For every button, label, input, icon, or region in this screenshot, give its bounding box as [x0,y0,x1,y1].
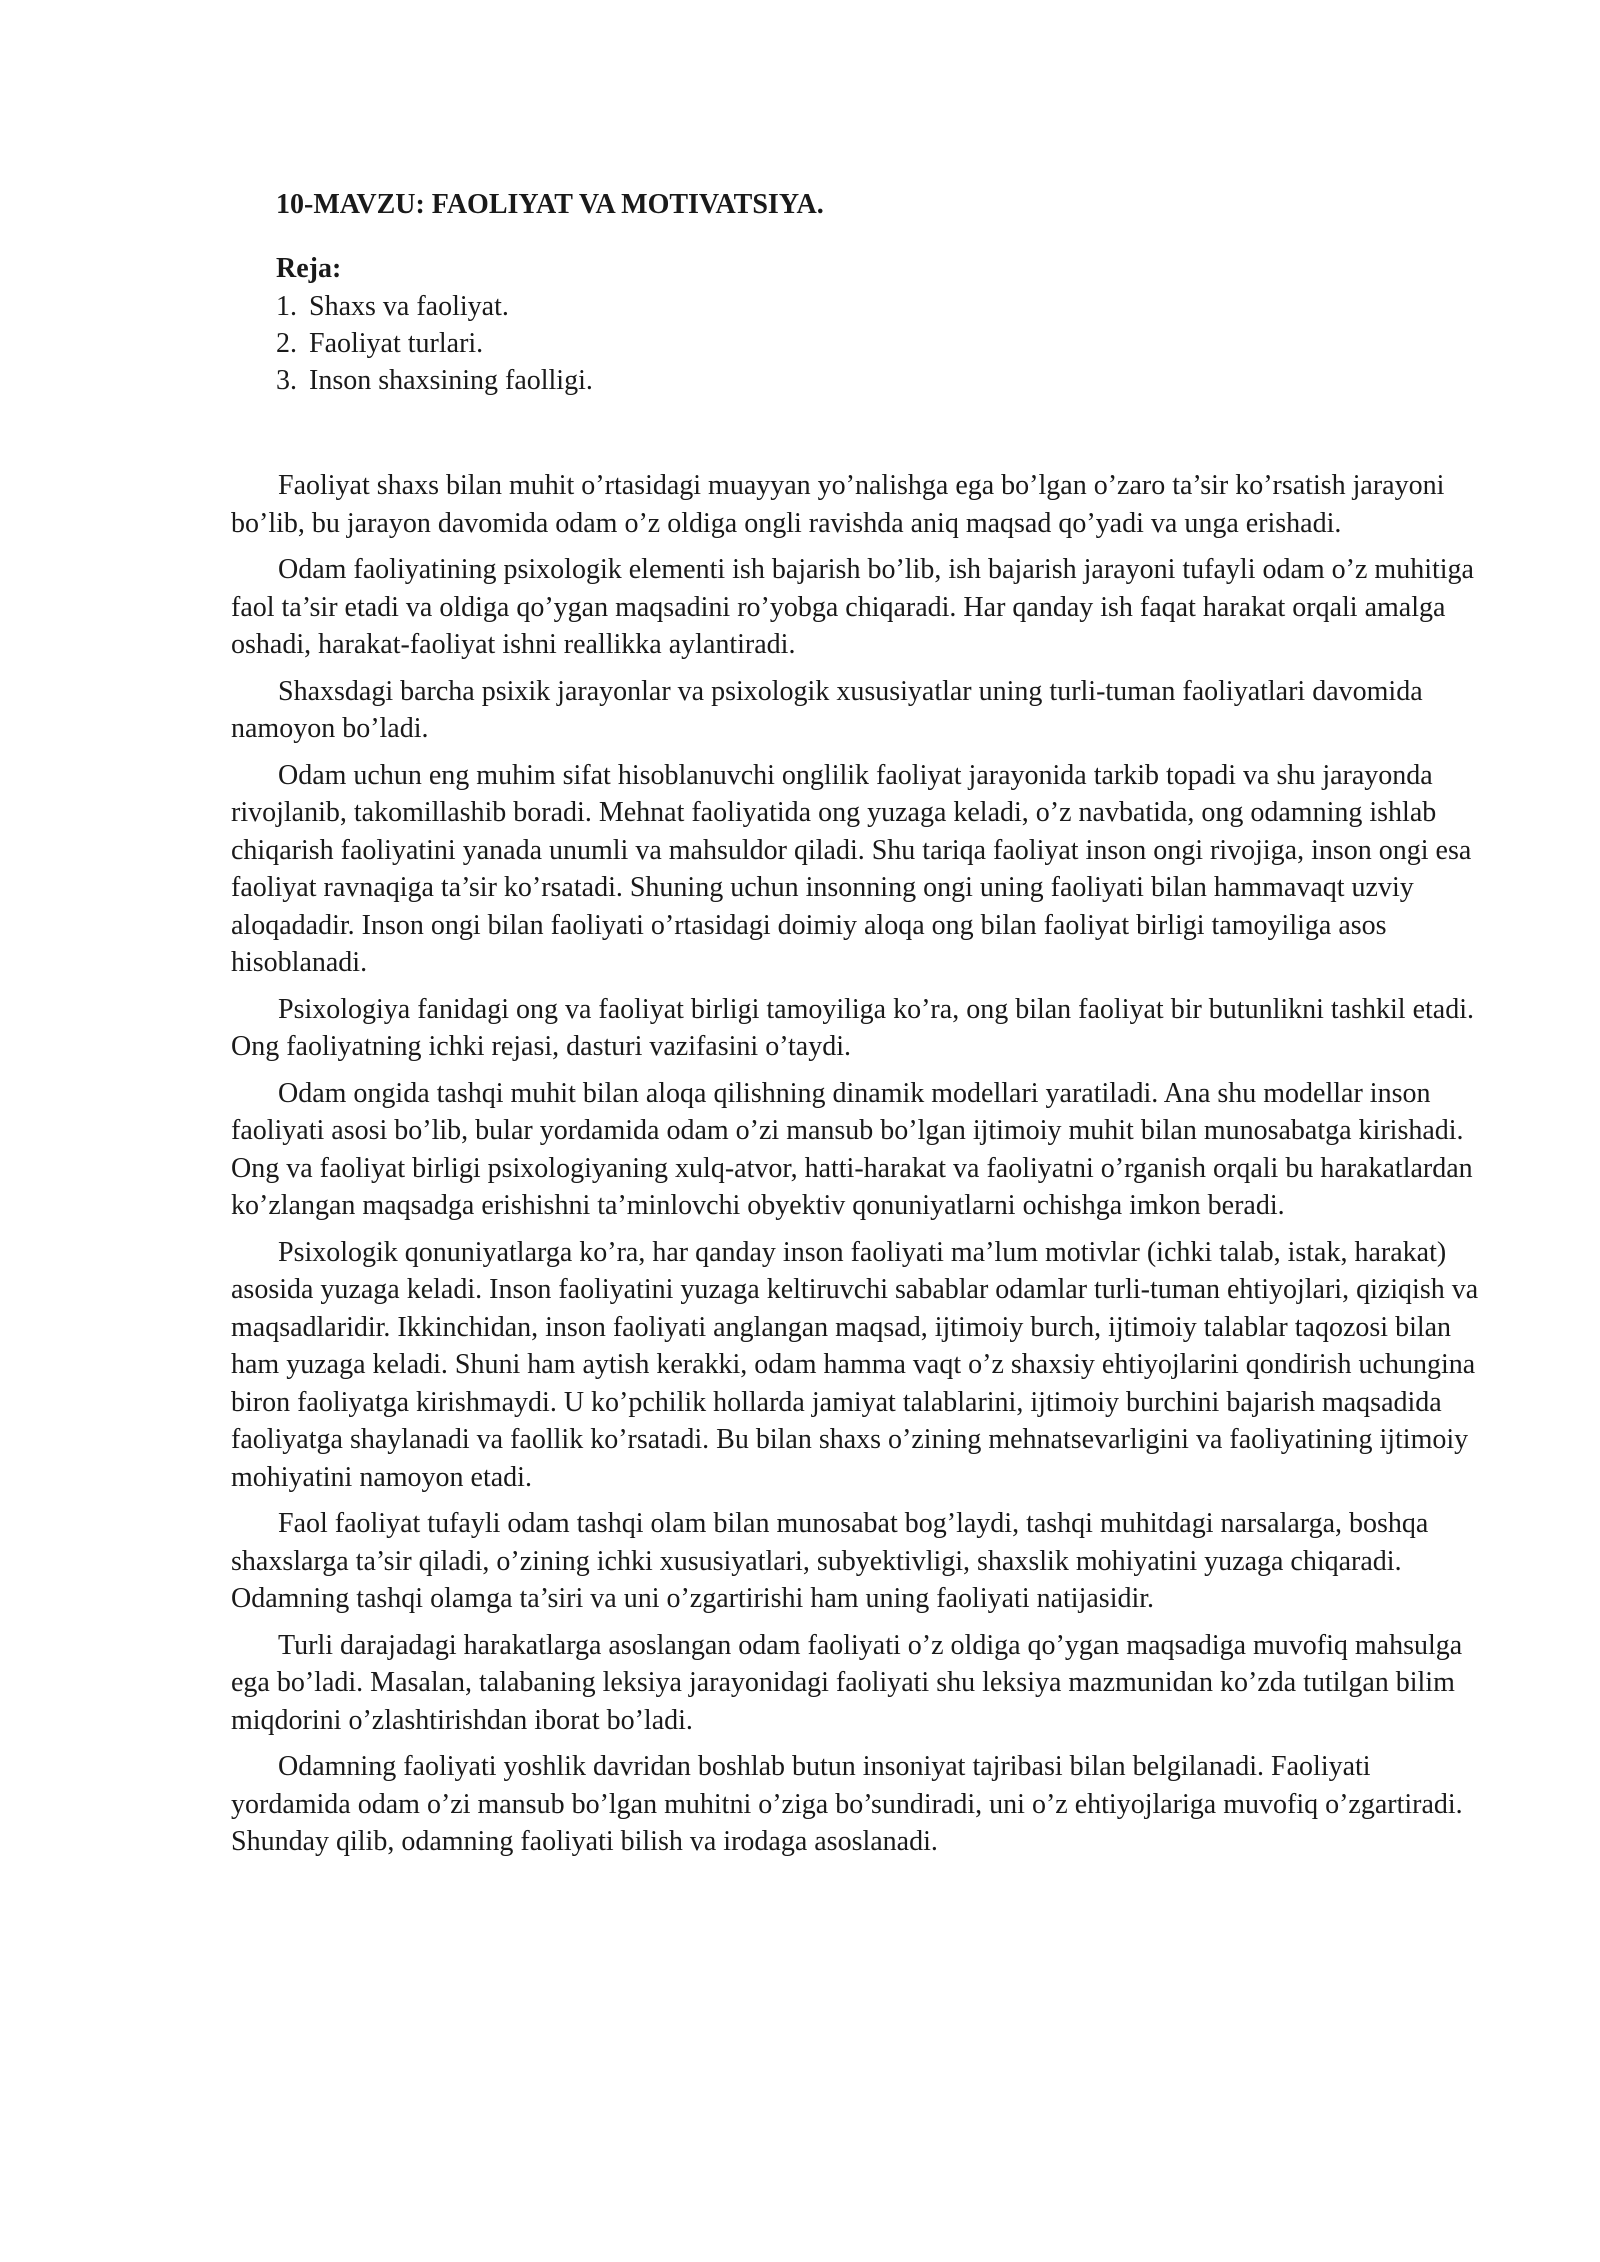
plan-item-number: 3. [276,365,297,396]
paragraph: Shaxsdagi barcha psixik jarayonlar va psixologik xususiyatlar uning turli-tuman faoliyatlari davomida namoyon bo’ladi. [231,675,1423,744]
plan-item-text: Faoliyat turlari. [309,328,484,359]
paragraph: Psixologik qonuniyatlarga ko’ra, har qanday inson faoliyati ma’lum motivlar (ichki talab, istak, harakat) asosida yuzaga keladi. Inson faoliyatini yuzaga keltiruvchi sabablar odamlar turli-tuman ehtiyojlari, qiziqish va maqsadlaridir. Ikkinchidan, inson faoliyati anglangan maqsad, ijtimoiy burch, ijtimoiy talablar taqozosi bilan ham yuzaga keladi. Shuni ham aytish kerakki, odam hamma vaqt o’z shaxsiy ehtiyojlarini qondirish uchungina biron faoliyatga kirishmaydi. U ko’pchilik hollarda jamiyat talablarini, ijtimoiy burchini bajarish maqsadida faoliyatga shaylanadi va faollik ko’rsatadi. Bu bilan shaxs o’zining mehnatsevarligini va faoliyatining ijtimoiy mohiyatini namoyon etadi. [231,1236,1479,1493]
document-page [231,186,1493,1870]
paragraph: Odam uchun eng muhim sifat hisoblanuvchi onglilik faoliyat jarayonida tarkib topadi va shu jarayonda rivojlanib, takomillashib boradi. Mehnat faoliyatida ong yuzaga keladi, o’z navbatida, ong odamning ishlab chiqarish faoliyatini yanada unumli va mahsuldor qiladi. Shu tariqa faoliyat inson ongi rivojiga, inson ongi esa faoliyat ravnaqiga ta’sir ko’rsatadi. Shuning uchun insonning ongi uning faoliyati bilan hammavaqt uzviy aloqadadir. Inson ongi bilan faoliyati o’rtasidagi doimiy aloqa ong bilan faoliyat birligi tamoyiliga asos hisoblanadi. [231,759,1472,978]
plan-section [276,250,1493,399]
plan-heading: Reja: [276,253,342,284]
paragraph: Odam ongida tashqi muhit bilan aloqa qilishning dinamik modellari yaratiladi. Ana shu modellar inson faoliyati asosi bo’lib, bular yordamida odam o’zi mansub bo’lgan ijtimoiy muhit bilan munosabatga kirishadi. Ong va faoliyat birligi psixologiyaning xulq-atvor, hatti-harakat va faoliyatni o’rganish orqali bu harakatlardan ko’zlangan maqsadga erishishni ta’minlovchi obyektiv qonuniyatlarni ochishga imkon beradi. [231,1077,1473,1221]
paragraph: Turli darajadagi harakatlarga asoslangan odam faoliyati o’z oldiga qo’ygan maqsadiga muvofiq mahsulga ega bo’ladi. Masalan, talabaning leksiya jarayonidagi faoliyati shu leksiya mazmunidan ko’zda tutilgan bilim miqdorini o’zlashtirishdan iborat bo’ladi. [231,1629,1463,1736]
plan-item [276,288,1493,325]
paragraph: Psixologiya fanidagi ong va faoliyat birligi tamoyiliga ko’ra, ong bilan faoliyat bir butunlikni tashkil etadi. Ong faoliyatning ichki rejasi, dasturi vazifasini o’taydi. [231,993,1474,1062]
plan-item-number: 2. [276,328,297,359]
plan-item [276,362,1493,399]
body-text [231,467,1493,1861]
plan-item-text: Inson shaxsining faolligi. [309,365,593,396]
paragraph: Odamning faoliyati yoshlik davridan boshlab butun insoniyat tajribasi bilan belgilanadi. Faoliyati yordamida odam o’zi mansub bo’lgan muhitni o’ziga bo’sundiradi, uni o’z ehtiyojlariga muvofiq o’zgartiradi. Shunday qilib, odamning faoliyati bilish va irodaga asoslanadi. [231,1751,1463,1857]
paragraph: Faol faoliyat tufayli odam tashqi olam bilan munosabat bog’laydi, tashqi muhitdagi narsalarga, boshqa shaxslarga ta’sir qiladi, o’zining ichki xususiyatlari, subyektivligi, shaxslik mohiyatini yuzaga chiqaradi. Odamning tashqi olamga ta’siri va uni o’zgartirishi ham uning faoliyati natijasidir. [231,1508,1429,1614]
paragraph: Odam faoliyatining psixologik elementi ish bajarish bo’lib, ish bajarish jarayoni tufayli odam o’z muhitiga faol ta’sir etadi va oldiga qo’ygan maqsadini ro’yobga chiqaradi. Har qanday ish faqat harakat orqali amalga oshadi, harakat-faoliyat ishni reallikka aylantiradi. [231,554,1474,660]
paragraph: Faoliyat shaxs bilan muhit o’rtasidagi muayyan yo’nalishga ega bo’lgan o’zaro ta’sir ko’rsatish jarayoni bo’lib, bu jarayon davomida odam o’z oldiga ongli ravishda aniq maqsad qo’yadi va unga erishadi. [231,470,1445,539]
plan-item-text: Shaxs va faoliyat. [309,291,509,322]
plan-item [276,325,1493,362]
plan-item-number: 1. [276,291,297,322]
plan-list [276,288,1493,399]
document-title: 10-MAVZU: FAOLIYAT VA MOTIVATSIYA. [276,189,824,220]
